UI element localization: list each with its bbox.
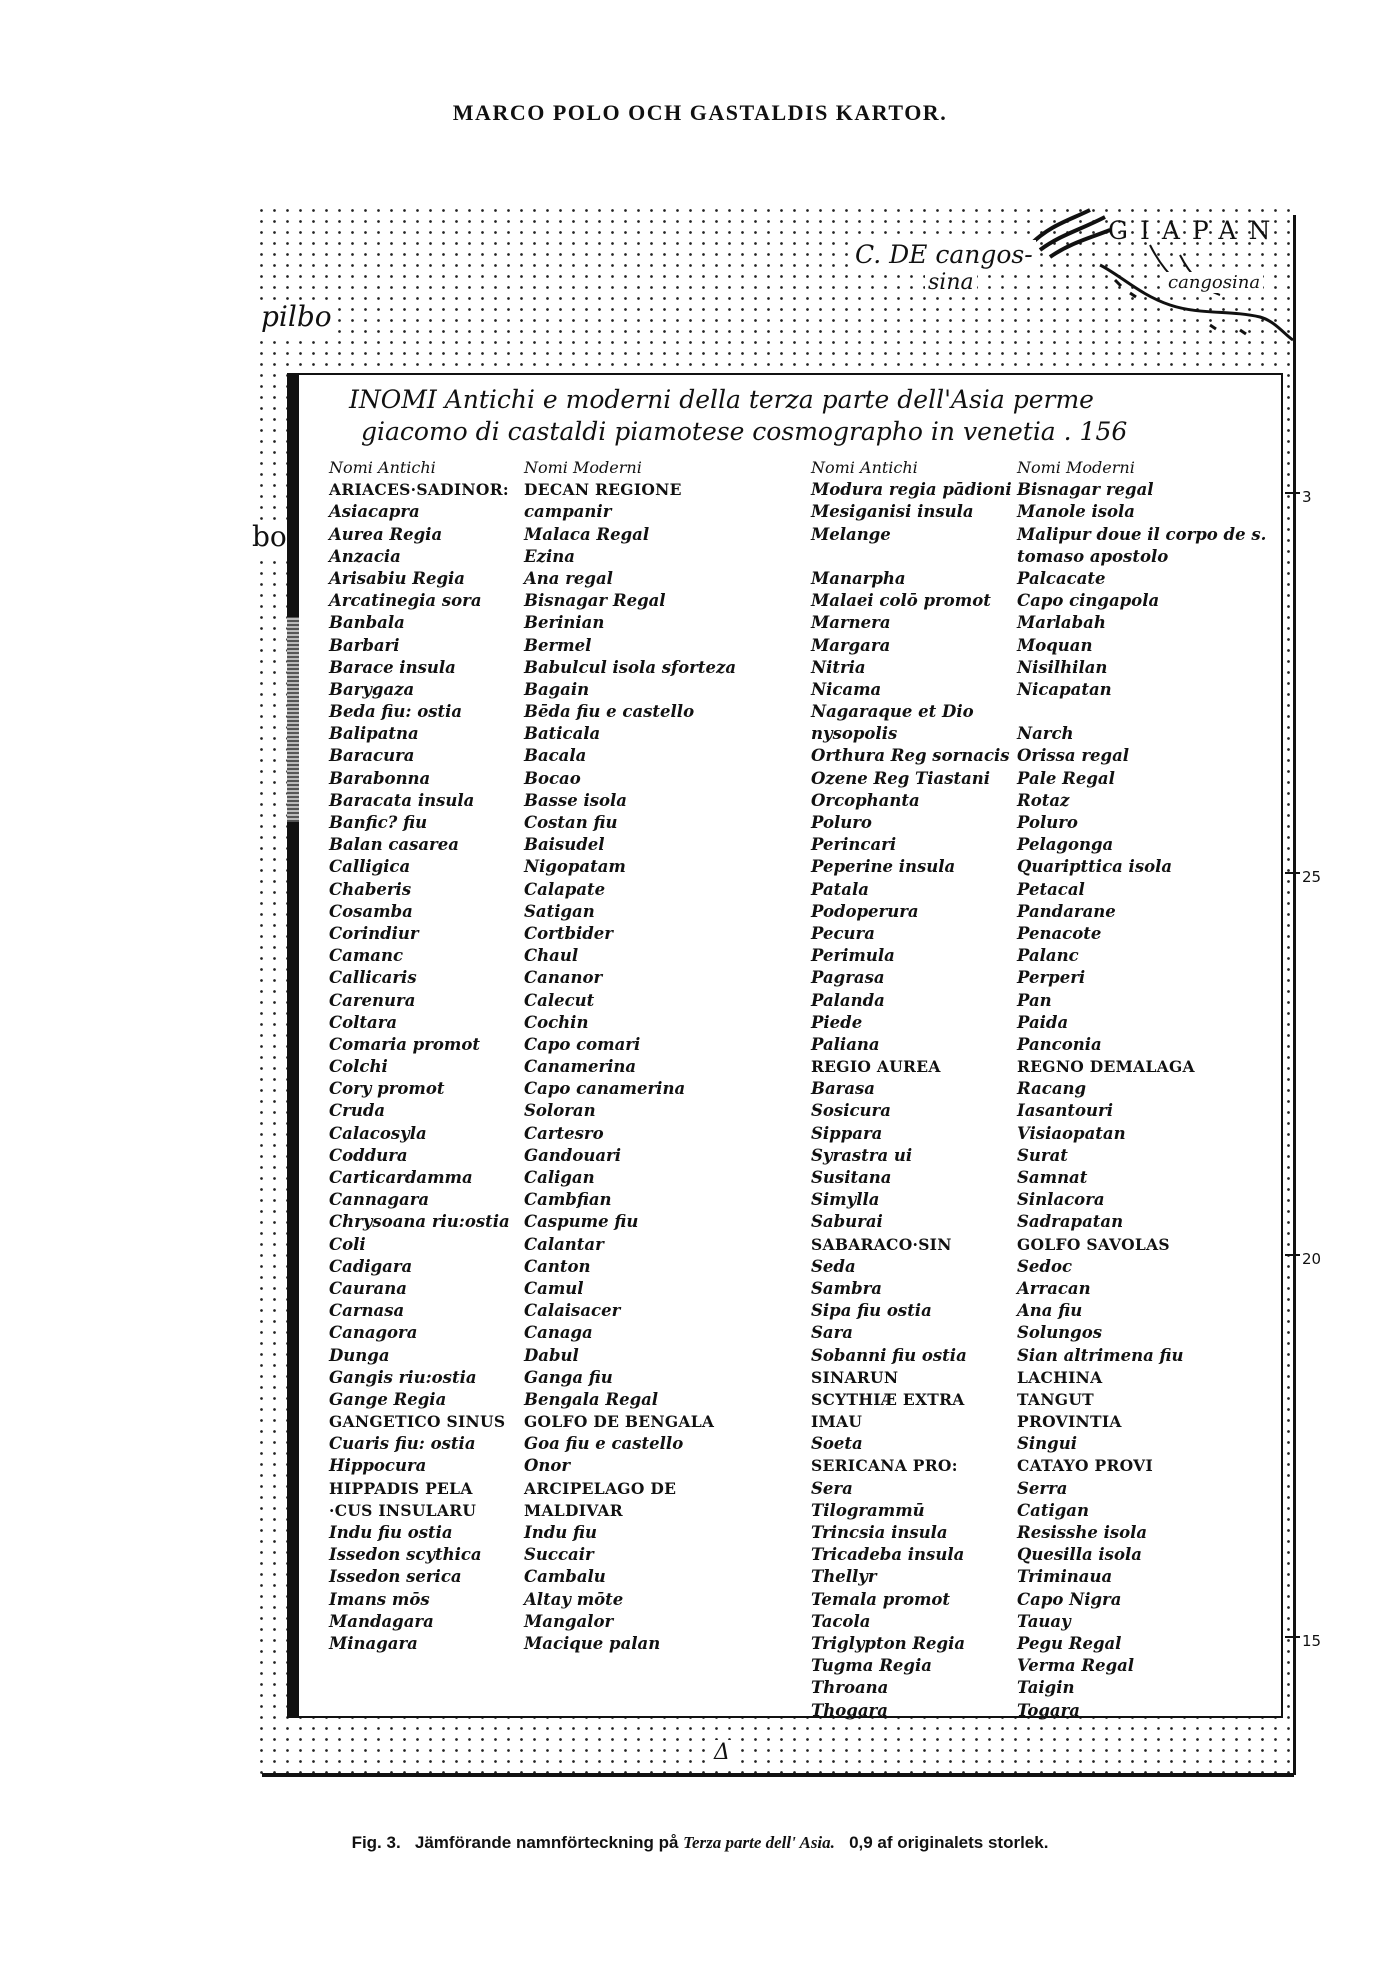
place-name-entry: Nigopatam: [524, 857, 626, 877]
place-name-entry: Serra: [1017, 1478, 1068, 1498]
place-name-entry: Catigan: [1017, 1500, 1089, 1520]
place-name-entry: Asiacapra: [329, 502, 420, 522]
place-name-entry: Caurana: [329, 1278, 407, 1298]
place-name-entry: Cartesro: [524, 1123, 604, 1143]
place-name-entry: Issedon scythica: [329, 1545, 482, 1565]
place-name-entry: Coddura: [329, 1145, 408, 1165]
place-name-entry: GOLFO DE BENGALA: [524, 1412, 715, 1432]
place-name-entry: Racang: [1017, 1079, 1087, 1099]
place-name-entry: Beda fiu: ostia: [329, 702, 463, 722]
place-name-entry: Arisabiu Regia: [329, 568, 465, 588]
place-name-entry: Macique palan: [524, 1633, 661, 1653]
place-name-entry: Nicama: [811, 679, 882, 699]
place-name-entry: Tilogrammū: [811, 1500, 925, 1520]
place-name-entry: Onor: [524, 1456, 571, 1476]
cartouche-title-line-2: giacomo di castaldi piamotese cosmographo in venetia . 156: [361, 417, 1128, 446]
place-name-entry: ARCIPELAGO DE: [524, 1478, 677, 1498]
place-name-entry: Cambalu: [524, 1567, 606, 1587]
place-name-entry: Perperi: [1017, 968, 1086, 988]
place-name-entry: Berinian: [524, 613, 605, 633]
place-name-entry: Minagara: [329, 1633, 418, 1653]
place-name-entry: Goa fiu e castello: [524, 1434, 684, 1454]
place-name-entry: Nagaraque et Dio: [811, 702, 974, 722]
place-name-entry: Caspume fiu: [524, 1212, 639, 1232]
place-name-entry: Simylla: [811, 1190, 880, 1210]
place-name-entry: Aurea Regia: [329, 524, 443, 544]
place-name-entry: Panconia: [1017, 1034, 1102, 1054]
place-name-entry: Throana: [811, 1678, 889, 1698]
place-name-entry: SINARUN: [811, 1367, 899, 1387]
place-name-entry: Basse isola: [524, 790, 627, 810]
place-name-entry: Issedon serica: [329, 1567, 462, 1587]
place-name-entry: SABARACO·SIN: [811, 1234, 952, 1254]
place-name-entry: Moquan: [1017, 635, 1093, 655]
place-name-entry: Arracan: [1017, 1278, 1091, 1298]
column-modern-names-2: [1017, 457, 1287, 1722]
column-header: Nomi Antichi: [329, 458, 436, 477]
place-name-entry: Balan casarea: [329, 835, 459, 855]
place-name-entry: Cortbider: [524, 923, 613, 943]
place-name-entry: Palcacate: [1017, 568, 1106, 588]
place-name-entry: Thogara: [811, 1700, 888, 1720]
place-name-entry: Calligica: [329, 857, 411, 877]
place-name-entry: Orissa regal: [1017, 746, 1130, 766]
place-name-entry: Comaria promot: [329, 1034, 481, 1054]
place-name-entry: Trincsia insula: [811, 1523, 948, 1542]
place-name-entry: Ganga fiu: [524, 1367, 613, 1387]
place-name-entry: Imans mōs: [329, 1589, 430, 1609]
place-name-entry: Callicaris: [329, 968, 417, 988]
place-name-entry: Petacal: [1017, 879, 1085, 899]
place-name-entry: Solungos: [1017, 1323, 1103, 1343]
caption-scale: 0,9 af originalets storlek.: [849, 1833, 1049, 1852]
place-name-entry: Chaul: [524, 946, 579, 966]
place-name-entry: Melange: [811, 524, 891, 544]
place-name-entry: Ezina: [524, 546, 575, 566]
place-name-entry: Gandouari: [524, 1145, 621, 1165]
place-name-entry: Mesiganisi insula: [811, 502, 974, 522]
place-name-entry: Bermel: [524, 635, 592, 655]
place-name-entry: CATAYO PROVI: [1017, 1456, 1154, 1476]
place-name-entry: Dabul: [524, 1345, 579, 1365]
place-name-entry: Mangalor: [524, 1611, 614, 1631]
place-name-entry: Modura regia pādioni: [811, 480, 1012, 500]
place-name-entry: REGIO AUREA: [811, 1057, 941, 1077]
place-name-entry: Baticala: [524, 724, 601, 744]
place-name-entry: HIPPADIS PELA: [329, 1478, 473, 1498]
place-name-entry: Soloran: [524, 1101, 596, 1121]
place-name-entry: Nitria: [811, 657, 866, 677]
place-name-entry: Calacosyla: [329, 1123, 427, 1143]
map-border-bottom: [262, 1773, 1294, 1777]
place-name-entry: Carenura: [329, 990, 416, 1010]
place-name-entry: Orthura Reg sornacis: [811, 746, 1010, 766]
place-name-entry: Baisudel: [524, 835, 605, 855]
place-name-entry: Sera: [811, 1478, 853, 1498]
caption-prefix: Fig. 3.: [351, 1833, 401, 1852]
place-name-entry: Ozene Reg Tiastani: [811, 768, 991, 788]
place-name-entry: Saburai: [811, 1212, 883, 1232]
place-name-entry: Palanc: [1017, 946, 1079, 966]
place-name-entry: Peperine insula: [811, 857, 956, 877]
place-name-entry: Camanc: [329, 946, 404, 966]
place-name-entry: Pelagonga: [1017, 835, 1114, 855]
place-name-entry: Ana fiu: [1017, 1301, 1083, 1321]
place-name-entry: Susitana: [811, 1168, 892, 1187]
place-name-entry: Tauay: [1017, 1611, 1071, 1631]
place-name-entry: tomaso apostolo: [1017, 546, 1169, 566]
map-border-right: [1293, 215, 1296, 1775]
place-name-entry: Costan fiu: [524, 813, 618, 832]
place-name-entry: Canton: [524, 1256, 591, 1276]
place-name-entry: Paliana: [811, 1034, 880, 1054]
column-header: Nomi Moderni: [524, 458, 642, 477]
column-header: Nomi Moderni: [1017, 458, 1135, 477]
place-name-entry: Quesilla isola: [1017, 1545, 1142, 1565]
place-name-entry: Tugma Regia: [811, 1656, 932, 1676]
place-name-entry: Calecut: [524, 990, 595, 1010]
place-name-entry: SCYTHIÆ EXTRA: [811, 1389, 965, 1409]
caption-italic-title: Terza parte dell' Asia.: [683, 1833, 835, 1852]
place-name-entry: Temala promot: [811, 1589, 951, 1609]
place-name-entry: Baracata insula: [329, 790, 475, 810]
place-name-entry: Iasantouri: [1017, 1101, 1113, 1121]
place-name-entry: Margara: [811, 635, 891, 655]
compass-mark: Δ: [710, 1740, 734, 1765]
place-name-entry: Calapate: [524, 879, 606, 899]
place-name-entry: Narch: [1017, 724, 1074, 744]
place-name-entry: Indu fiu: [524, 1523, 597, 1542]
place-name-entry: Triminaua: [1017, 1567, 1113, 1587]
column-header: Nomi Antichi: [811, 458, 918, 477]
figure-caption: [0, 1833, 1400, 1853]
place-name-entry: Paida: [1017, 1012, 1069, 1032]
place-name-entry: Cruda: [329, 1101, 386, 1121]
place-name-entry: Capo canamerina: [524, 1079, 686, 1099]
place-name-entry: Tricadeba insula: [811, 1545, 965, 1565]
page-header: MARCO POLO OCH GASTALDIS KARTOR.: [452, 100, 948, 125]
place-name-entry: Pandarane: [1017, 901, 1116, 921]
map-label-giapan: GIAPAN: [1108, 216, 1283, 245]
list-spacer: [1017, 701, 1287, 723]
latitude-tick-label: 15: [1302, 1632, 1322, 1650]
place-name-entry: MALDIVAR: [524, 1500, 623, 1520]
place-name-entry: Sipa fiu ostia: [811, 1301, 932, 1321]
place-name-entry: Thellyr: [811, 1567, 877, 1587]
place-name-entry: Piede: [811, 1012, 863, 1032]
place-name-entry: Nicapatan: [1017, 679, 1112, 699]
map-label-c-de-cangos: C. DE cangos-: [852, 240, 1036, 269]
place-name-entry: Pagrasa: [811, 968, 885, 988]
place-name-entry: Canaga: [524, 1323, 593, 1343]
place-name-entry: Bengala Regal: [524, 1389, 659, 1409]
place-name-entry: Balipatna: [329, 724, 419, 744]
place-name-entry: Manole isola: [1017, 502, 1135, 522]
place-name-entry: Visiaopatan: [1017, 1123, 1126, 1143]
place-name-entry: REGNO DEMALAGA: [1017, 1057, 1195, 1077]
place-name-entry: Resisshe isola: [1017, 1523, 1148, 1542]
place-name-entry: Barasa: [811, 1079, 876, 1099]
place-name-entry: Poluro: [811, 813, 872, 832]
place-name-entry: Banfic? fiu: [329, 813, 428, 832]
column-ancient-names-2: [811, 457, 1021, 1722]
place-name-entry: Arcatinegia sora: [329, 591, 482, 611]
place-name-entry: Taigin: [1017, 1678, 1075, 1698]
place-name-entry: Triglypton Regia: [811, 1633, 966, 1653]
map-label-bo: bo: [249, 520, 290, 553]
place-name-entry: Verma Regal: [1017, 1656, 1135, 1676]
place-name-entry: Colchi: [329, 1057, 388, 1077]
place-name-entry: Rotaz: [1017, 790, 1070, 810]
place-name-entry: Malaei colō promot: [811, 591, 991, 611]
place-name-entry: Calantar: [524, 1234, 604, 1254]
map-label-sina: sina: [925, 270, 977, 295]
place-name-entry: Perimula: [811, 946, 895, 966]
place-name-entry: Sosicura: [811, 1101, 891, 1121]
place-name-entry: Barygaza: [329, 679, 415, 699]
place-name-entry: Marnera: [811, 613, 891, 633]
place-name-entry: Coltara: [329, 1012, 398, 1032]
place-name-entry: Satigan: [524, 901, 595, 921]
place-name-entry: Tacola: [811, 1611, 871, 1631]
place-name-entry: Dunga: [329, 1345, 390, 1365]
place-name-entry: Cannagara: [329, 1190, 430, 1210]
place-name-entry: Chrysoana riu:ostia: [329, 1212, 510, 1232]
place-name-entry: Sadrapatan: [1017, 1212, 1124, 1232]
map-label-pilbo: pilbo: [258, 300, 335, 333]
place-name-entry: Cory promot: [329, 1079, 445, 1099]
place-name-entry: Indu fiu ostia: [329, 1523, 453, 1542]
place-name-entry: Soeta: [811, 1434, 863, 1454]
place-name-entry: nysopolis: [811, 724, 898, 744]
latitude-tick-label: 25: [1302, 868, 1322, 886]
place-name-entry: Sara: [811, 1323, 853, 1343]
place-name-entry: Penacote: [1017, 923, 1102, 943]
place-name-entry: Cadigara: [329, 1256, 413, 1276]
name-table-cartouche: [287, 373, 1283, 1718]
place-name-entry: Seda: [811, 1256, 856, 1276]
map-label-cangosina: cangosina: [1165, 272, 1263, 293]
place-name-entry: Sedoc: [1017, 1256, 1073, 1276]
place-name-entry: Barace insula: [329, 657, 456, 677]
place-name-entry: Manarpha: [811, 568, 906, 588]
place-name-entry: TANGUT: [1017, 1389, 1094, 1409]
place-name-entry: Cananor: [524, 968, 603, 988]
place-name-entry: Syrastra ui: [811, 1145, 913, 1165]
place-name-entry: Sobanni fiu ostia: [811, 1345, 967, 1365]
place-name-entry: Barabonna: [329, 768, 431, 788]
place-name-entry: GANGETICO SINUS: [329, 1412, 506, 1432]
place-name-entry: Gange Regia: [329, 1389, 447, 1409]
place-name-entry: LACHINA: [1017, 1367, 1103, 1387]
place-name-entry: ARIACES·SADINOR:: [329, 480, 509, 500]
place-name-entry: Nisilhilan: [1017, 657, 1108, 677]
place-name-entry: Mandagara: [329, 1611, 434, 1631]
place-name-entry: Sian altrimena fiu: [1017, 1345, 1184, 1365]
column-modern-names-1: [524, 457, 762, 1655]
list-spacer: [811, 546, 1021, 568]
place-name-entry: Banbala: [329, 613, 405, 633]
place-name-entry: Coli: [329, 1234, 366, 1254]
latitude-tick-label: 20: [1302, 1250, 1322, 1268]
place-name-entry: Babulcul isola sforteza: [524, 657, 737, 677]
place-name-entry: Canamerina: [524, 1057, 637, 1077]
place-name-entry: Anzacia: [329, 546, 401, 566]
place-name-entry: Sinlacora: [1017, 1190, 1105, 1210]
cartouche-title-line-1: INOMI Antichi e moderni della terza parte dell'Asia perme: [349, 385, 1094, 414]
place-name-entry: Gangis riu:ostia: [329, 1367, 477, 1387]
place-name-entry: Surat: [1017, 1145, 1068, 1165]
place-name-entry: Poluro: [1017, 813, 1078, 832]
place-name-entry: Baracura: [329, 746, 415, 766]
place-name-entry: PROVINTIA: [1017, 1412, 1122, 1432]
place-name-entry: Bisnagar Regal: [524, 591, 666, 611]
place-name-entry: Hippocura: [329, 1456, 427, 1476]
place-name-entry: Palanda: [811, 990, 885, 1010]
place-name-entry: Succair: [524, 1545, 594, 1565]
place-name-entry: Bēda fiu e castello: [524, 702, 695, 722]
latitude-tick-label: 3: [1302, 488, 1312, 506]
place-name-entry: Sippara: [811, 1123, 883, 1143]
place-name-entry: ·CUS INSULARU: [329, 1500, 477, 1520]
place-name-entry: Marlabah: [1017, 613, 1106, 633]
place-name-entry: Cosamba: [329, 901, 413, 921]
place-name-entry: Cambfian: [524, 1190, 612, 1210]
place-name-entry: Sambra: [811, 1278, 882, 1298]
place-name-entry: Singui: [1017, 1434, 1077, 1454]
place-name-entry: Capo cingapola: [1017, 591, 1160, 611]
place-name-entry: Samnat: [1017, 1168, 1088, 1187]
place-name-entry: Carticardamma: [329, 1168, 473, 1187]
place-name-entry: Malaca Regal: [524, 524, 650, 544]
place-name-entry: Togara: [1017, 1700, 1081, 1720]
place-name-entry: Cochin: [524, 1012, 589, 1032]
place-name-entry: Carnasa: [329, 1301, 405, 1321]
place-name-entry: Calaisacer: [524, 1301, 621, 1321]
place-name-entry: Altay mōte: [524, 1589, 624, 1609]
place-name-entry: Chaberis: [329, 879, 412, 899]
place-name-entry: GOLFO SAVOLAS: [1017, 1234, 1170, 1254]
place-name-entry: SERICANA PRO:: [811, 1456, 958, 1476]
place-name-entry: Canagora: [329, 1323, 418, 1343]
place-name-entry: Corindiur: [329, 923, 419, 943]
place-name-entry: Pan: [1017, 990, 1052, 1010]
place-name-entry: Pegu Regal: [1017, 1633, 1122, 1653]
place-name-entry: Capo comari: [524, 1034, 641, 1054]
place-name-entry: Orcophanta: [811, 790, 920, 810]
place-name-entry: Quaripttica isola: [1017, 857, 1173, 877]
place-name-entry: Patala: [811, 879, 869, 899]
place-name-entry: IMAU: [811, 1412, 863, 1432]
place-name-entry: Bacala: [524, 746, 587, 766]
place-name-entry: Barbari: [329, 635, 400, 655]
place-name-entry: Pecura: [811, 923, 875, 943]
place-name-entry: Podoperura: [811, 901, 919, 921]
caption-text: Jämförande namnförteckning på: [414, 1833, 679, 1852]
place-name-entry: Capo Nigra: [1017, 1589, 1122, 1609]
place-name-entry: Camul: [524, 1278, 584, 1298]
place-name-entry: Cuaris fiu: ostia: [329, 1434, 476, 1454]
place-name-entry: Ana regal: [524, 568, 613, 588]
place-name-entry: Bocao: [524, 768, 581, 788]
place-name-entry: Bisnagar regal: [1017, 480, 1154, 500]
place-name-entry: campanir: [524, 502, 612, 522]
place-name-entry: DECAN REGIONE: [524, 480, 682, 500]
place-name-entry: Malipur doue il corpo de s.: [1017, 524, 1267, 544]
column-ancient-names-1: [329, 457, 519, 1655]
place-name-entry: Caligan: [524, 1168, 595, 1187]
place-name-entry: Perincari: [811, 835, 897, 855]
place-name-entry: Bagain: [524, 679, 590, 699]
place-name-entry: Pale Regal: [1017, 768, 1115, 788]
